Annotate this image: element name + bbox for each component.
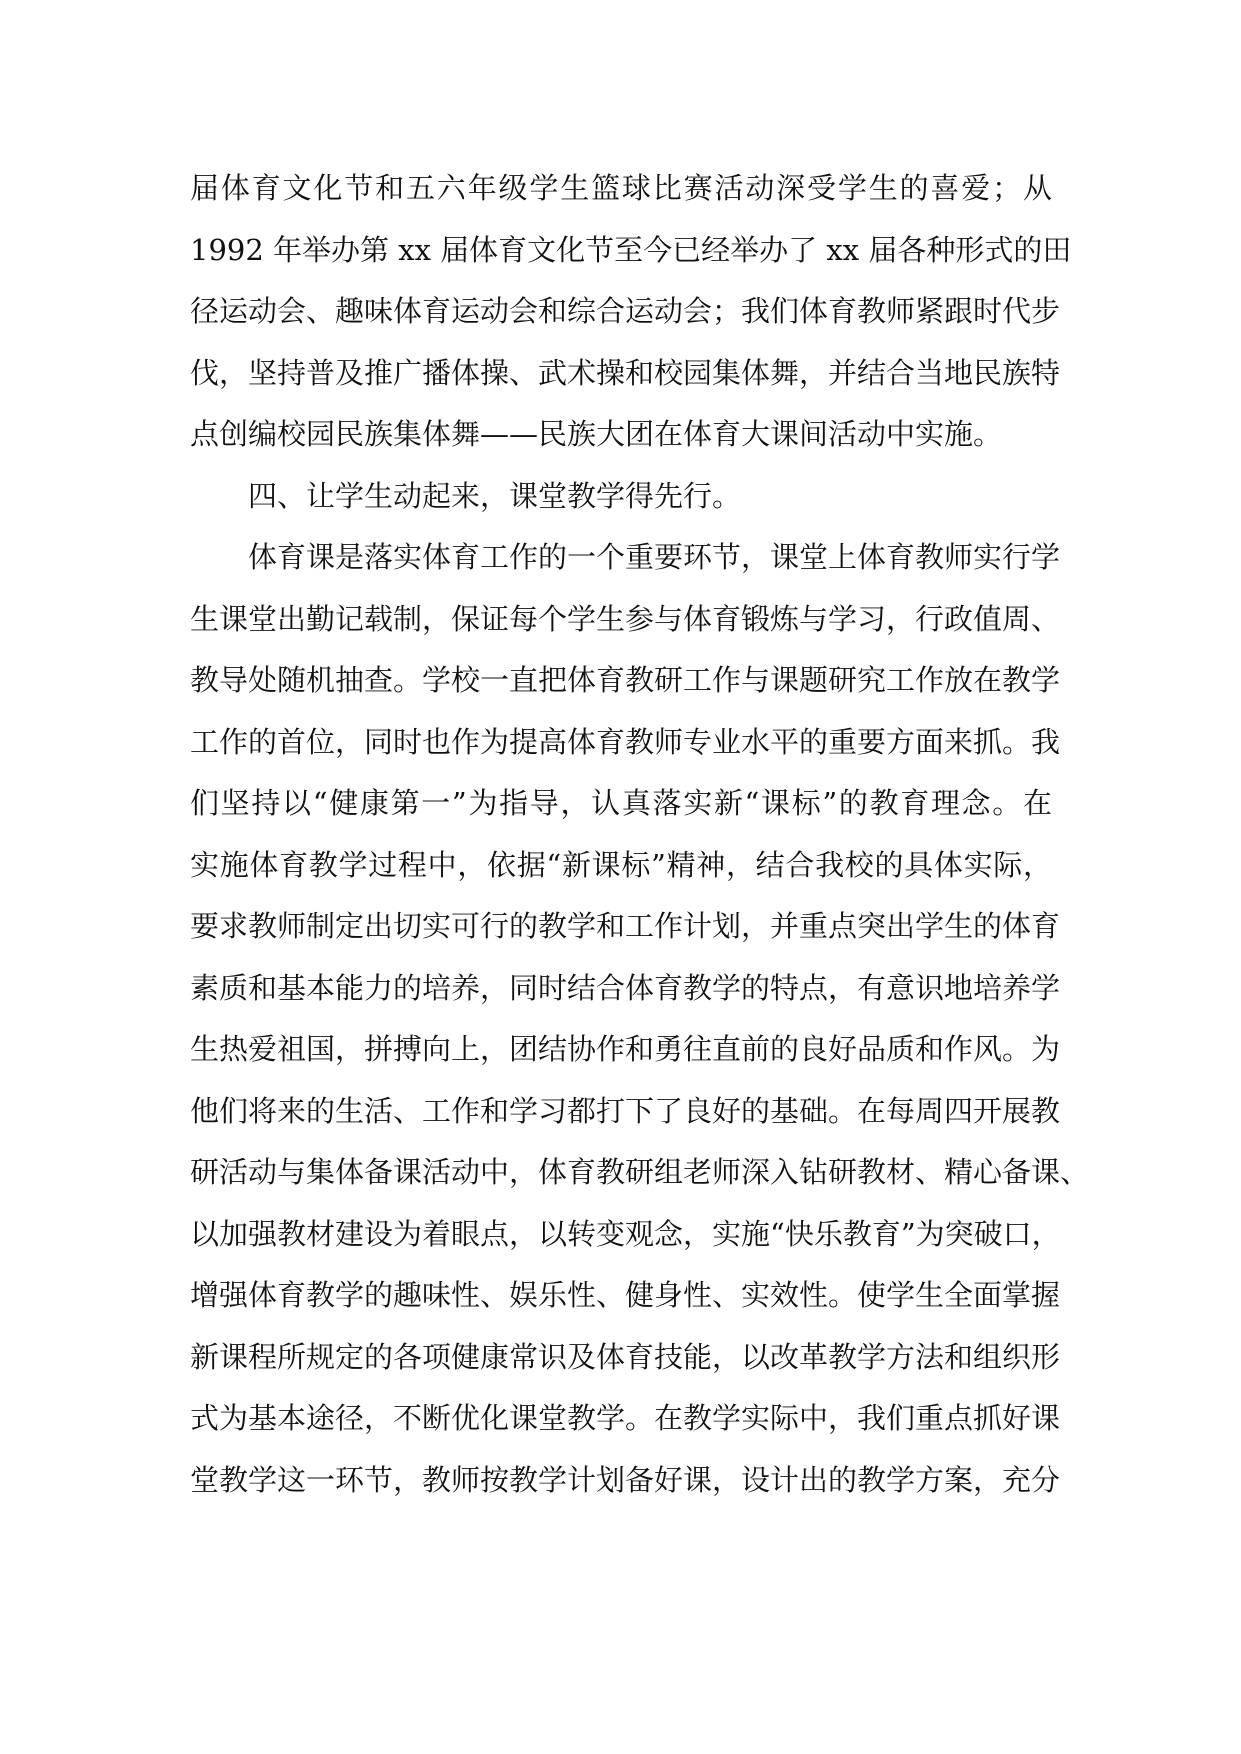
text-line: 生热爱祖国，拼搏向上，团结协作和勇往直前的良好品质和作风。为 xyxy=(190,1032,1061,1066)
text-line: 以加强教材建设为着眼点，以转变观念，实施“快乐教育”为突破口， xyxy=(190,1216,1061,1251)
text-line: 增强体育教学的趣味性、娱乐性、健身性、实效性。使学生全面掌握 xyxy=(190,1278,1061,1312)
text-line: 1992 年举办第 xx 届体育文化节至今已经举办了 xx 届各种形式的田 xyxy=(190,232,1072,267)
text-line: 届体育文化节和五六年级学生篮球比赛活动深受学生的喜爱；从 xyxy=(190,171,1052,205)
text-line: 实施体育教学过程中，依据“新课标”精神，结合我校的具体实际， xyxy=(190,847,1052,882)
text-line: 径运动会、趣味体育运动会和综合运动会；我们体育教师紧跟时代步 xyxy=(190,294,1061,328)
text-line: 生课堂出勤记载制，保证每个学生参与体育锻炼与学习，行政值周、 xyxy=(190,601,1061,636)
text-line: 他们将来的生活、工作和学习都打下了良好的基础。在每周四开展教 xyxy=(190,1093,1061,1128)
text-line: 们坚持以“健康第一”为指导，认真落实新“课标”的教育理念。在 xyxy=(190,786,1052,820)
section-heading: 四、让学生动起来，课堂教学得先行。 xyxy=(248,478,742,513)
text-line: 堂教学这一环节，教师按教学计划备好课，设计出的教学方案，充分 xyxy=(190,1462,1061,1497)
paragraph-first-line: 体育课是落实体育工作的一个重要环节，课堂上体育教师实行学 xyxy=(248,540,1061,574)
body-text xyxy=(190,158,1090,1511)
text-line: 式为基本途径，不断优化课堂教学。在教学实际中，我们重点抓好课 xyxy=(190,1401,1061,1435)
text-line: 教导处随机抽查。学校一直把体育教研工作与课题研究工作放在教学 xyxy=(190,663,1061,697)
text-line: 伐，坚持普及推广播体操、武术操和校园集体舞，并结合当地民族特 xyxy=(190,355,1061,390)
text-line: 素质和基本能力的培养，同时结合体育教学的特点，有意识地培养学 xyxy=(190,970,1061,1005)
text-line: 新课程所规定的各项健康常识及体育技能，以改革教学方法和组织形 xyxy=(190,1339,1061,1374)
text-line: 点创编校园民族集体舞——民族大团在体育大课间活动中实施。 xyxy=(190,417,1003,451)
text-line: 工作的首位，同时也作为提高体育教师专业水平的重要方面来抓。我 xyxy=(190,724,1061,759)
text-line: 要求教师制定出切实可行的教学和工作计划，并重点突出学生的体育 xyxy=(190,909,1061,943)
text-line: 研活动与集体备课活动中，体育教研组老师深入钻研教材、精心备课、 xyxy=(190,1155,1090,1189)
